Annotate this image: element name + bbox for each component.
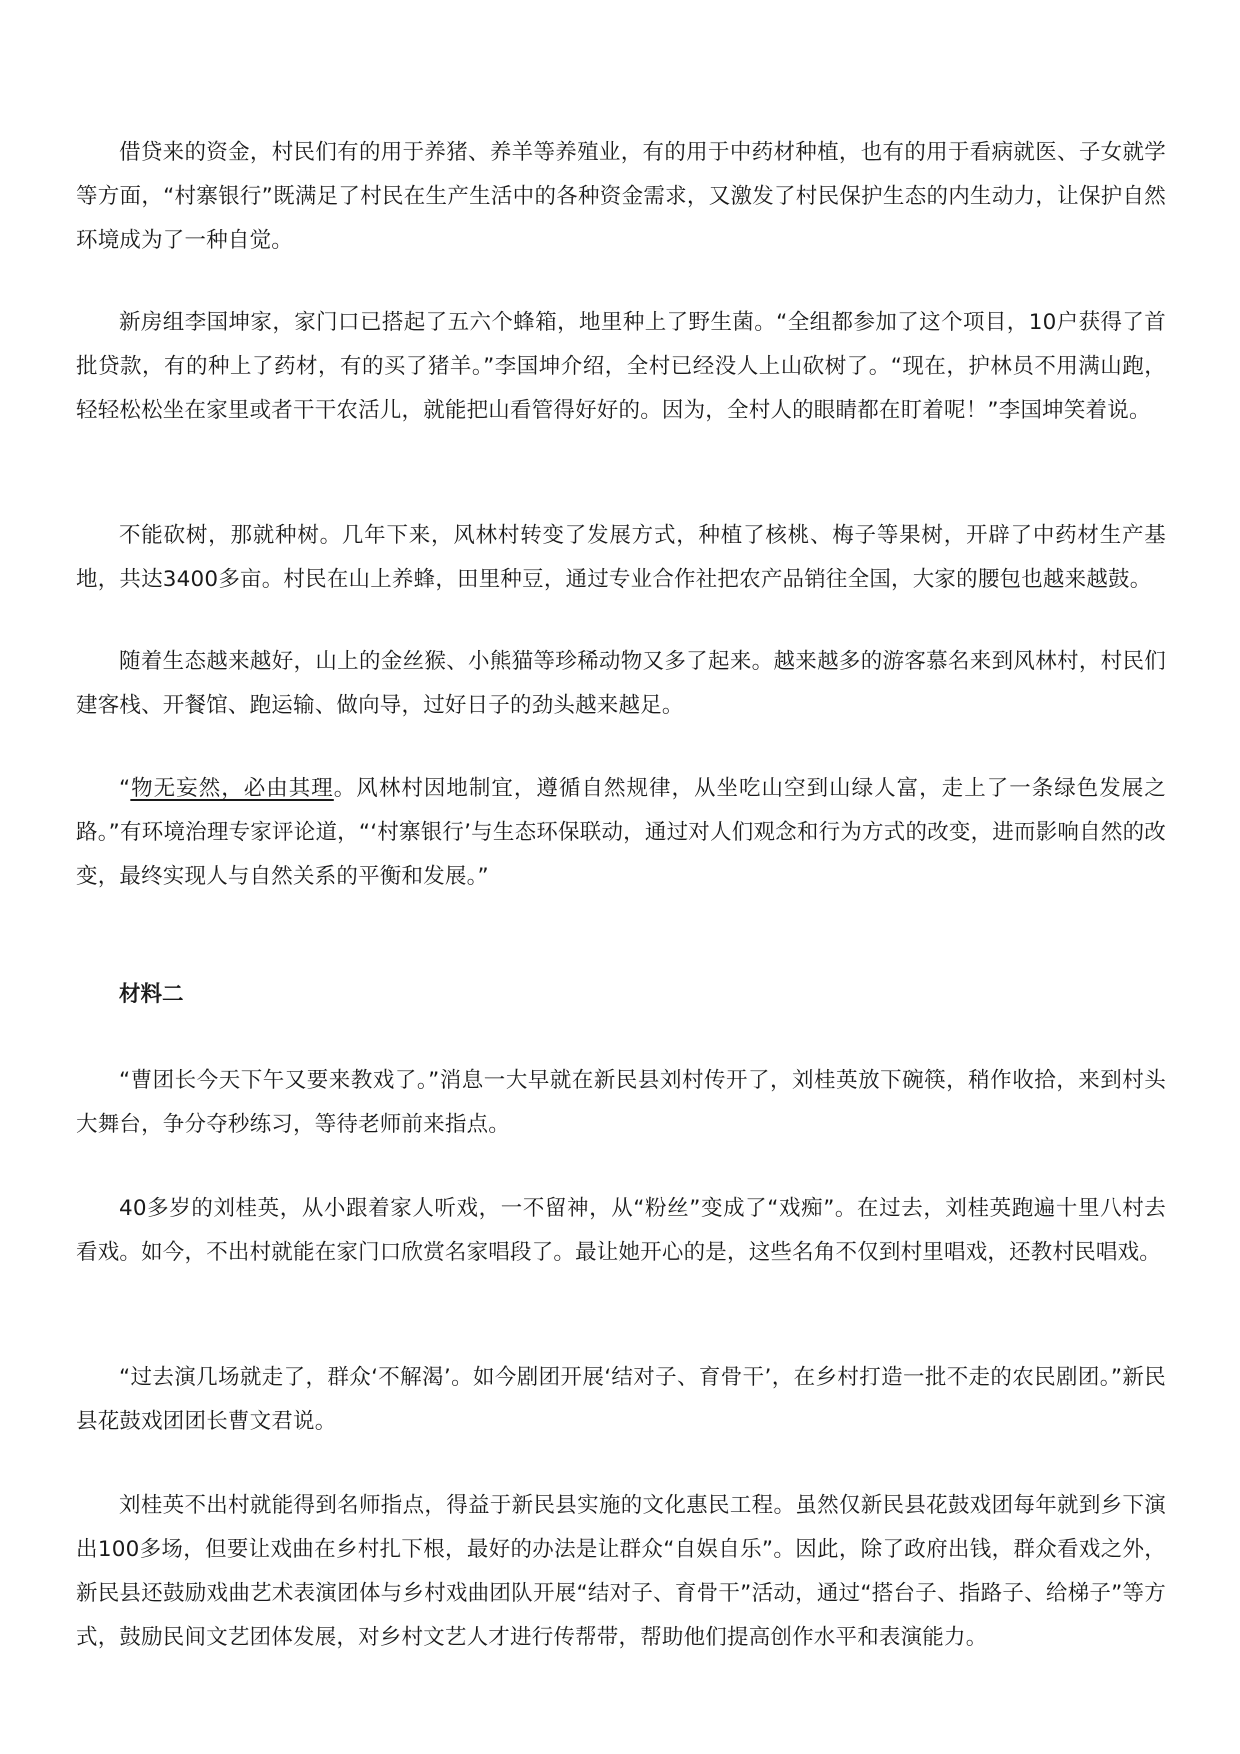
- paragraph-expert-comment: [76, 767, 1166, 899]
- paragraph-liu-guiying: 40多岁的刘桂英，从小跟着家人听戏，一不留神，从“粉丝”变成了“戏痴”。在过去，刘桂英跑遍十里八村去看戏。如今，不出村就能在家门口欣赏名家唱段了。最让她开心的是，这些名角不仅到村里唱戏，还教村民唱戏。: [76, 1196, 1166, 1265]
- underlined-phrase: 物无妄然，必由其理: [130, 776, 334, 801]
- paragraph-ecology: 随着生态越来越好，山上的金丝猴、小熊猫等珍稀动物又多了起来。越来越多的游客慕名来到风林村，村民们建客栈、开餐馆、跑运输、做向导，过好日子的劲头越来越足。: [76, 649, 1166, 718]
- section-heading-material-two: 材料二: [119, 982, 184, 1007]
- paragraph-teaching-opera: “曹团长今天下午又要来教戏了。”消息一大早就在新民县刘村传开了，刘桂英放下碗筷，稍作收拾，来到村头大舞台，争分夺秒练习，等待老师前来指点。: [76, 1068, 1166, 1137]
- paragraph-li-guokun: 新房组李国坤家，家门口已搭起了五六个蜂箱，地里种上了野生菌。“全组都参加了这个项目，10户获得了首批贷款，有的种上了药材，有的买了猪羊。”李国坤介绍，全村已经没人上山砍树了。“现在，护林员不用满山跑，轻轻松松坐在家里或者干干农活儿，就能把山看管得好好的。因为，全村人的眼睛都在盯着呢！”李国坤笑着说。: [76, 310, 1166, 423]
- paragraph-loan-usage: 借贷来的资金，村民们有的用于养猪、养羊等养殖业，有的用于中药材种植，也有的用于看病就医、子女就学等方面，“村寨银行”既满足了村民在生产生活中的各种资金需求，又激发了村民保护生态的内生动力，让保护自然环境成为了一种自觉。: [76, 140, 1166, 253]
- paragraph-troupe-leader: “过去演几场就走了，群众‘不解渴’。如今剧团开展‘结对子、育骨干’，在乡村打造一批不走的农民剧团。”新民县花鼓戏团团长曹文君说。: [76, 1365, 1166, 1434]
- paragraph-culture-project: 刘桂英不出村就能得到名师指点，得益于新民县实施的文化惠民工程。虽然仅新民县花鼓戏团每年就到乡下演出100多场，但要让戏曲在乡村扎下根，最好的办法是让群众“自娱自乐”。因此，除了政府出钱，群众看戏之外，新民县还鼓励戏曲艺术表演团体与乡村戏曲团队开展“结对子、育骨干”活动，通过“搭台子、指路子、给梯子”等方式，鼓励民间文艺团体发展，对乡村文艺人才进行传帮带，帮助他们提高创作水平和表演能力。: [76, 1493, 1166, 1650]
- paragraph-rest: 。风林村因地制宜，遵循自然规律，从坐吃山空到山绿人富，走上了一条绿色发展之路。”有环境治理专家评论道，“‘村寨银行’与生态环保联动，通过对人们观念和行为方式的改变，进而影响自然的改变，最终实现人与自然关系的平衡和发展。”: [76, 776, 1166, 889]
- quote-open: “: [119, 776, 131, 801]
- paragraph-plant-trees: 不能砍树，那就种树。几年下来，风林村转变了发展方式，种植了核桃、梅子等果树，开辟了中药材生产基地，共达3400多亩。村民在山上养蜂，田里种豆，通过专业合作社把农产品销往全国，大家的腰包也越来越鼓。: [76, 523, 1166, 592]
